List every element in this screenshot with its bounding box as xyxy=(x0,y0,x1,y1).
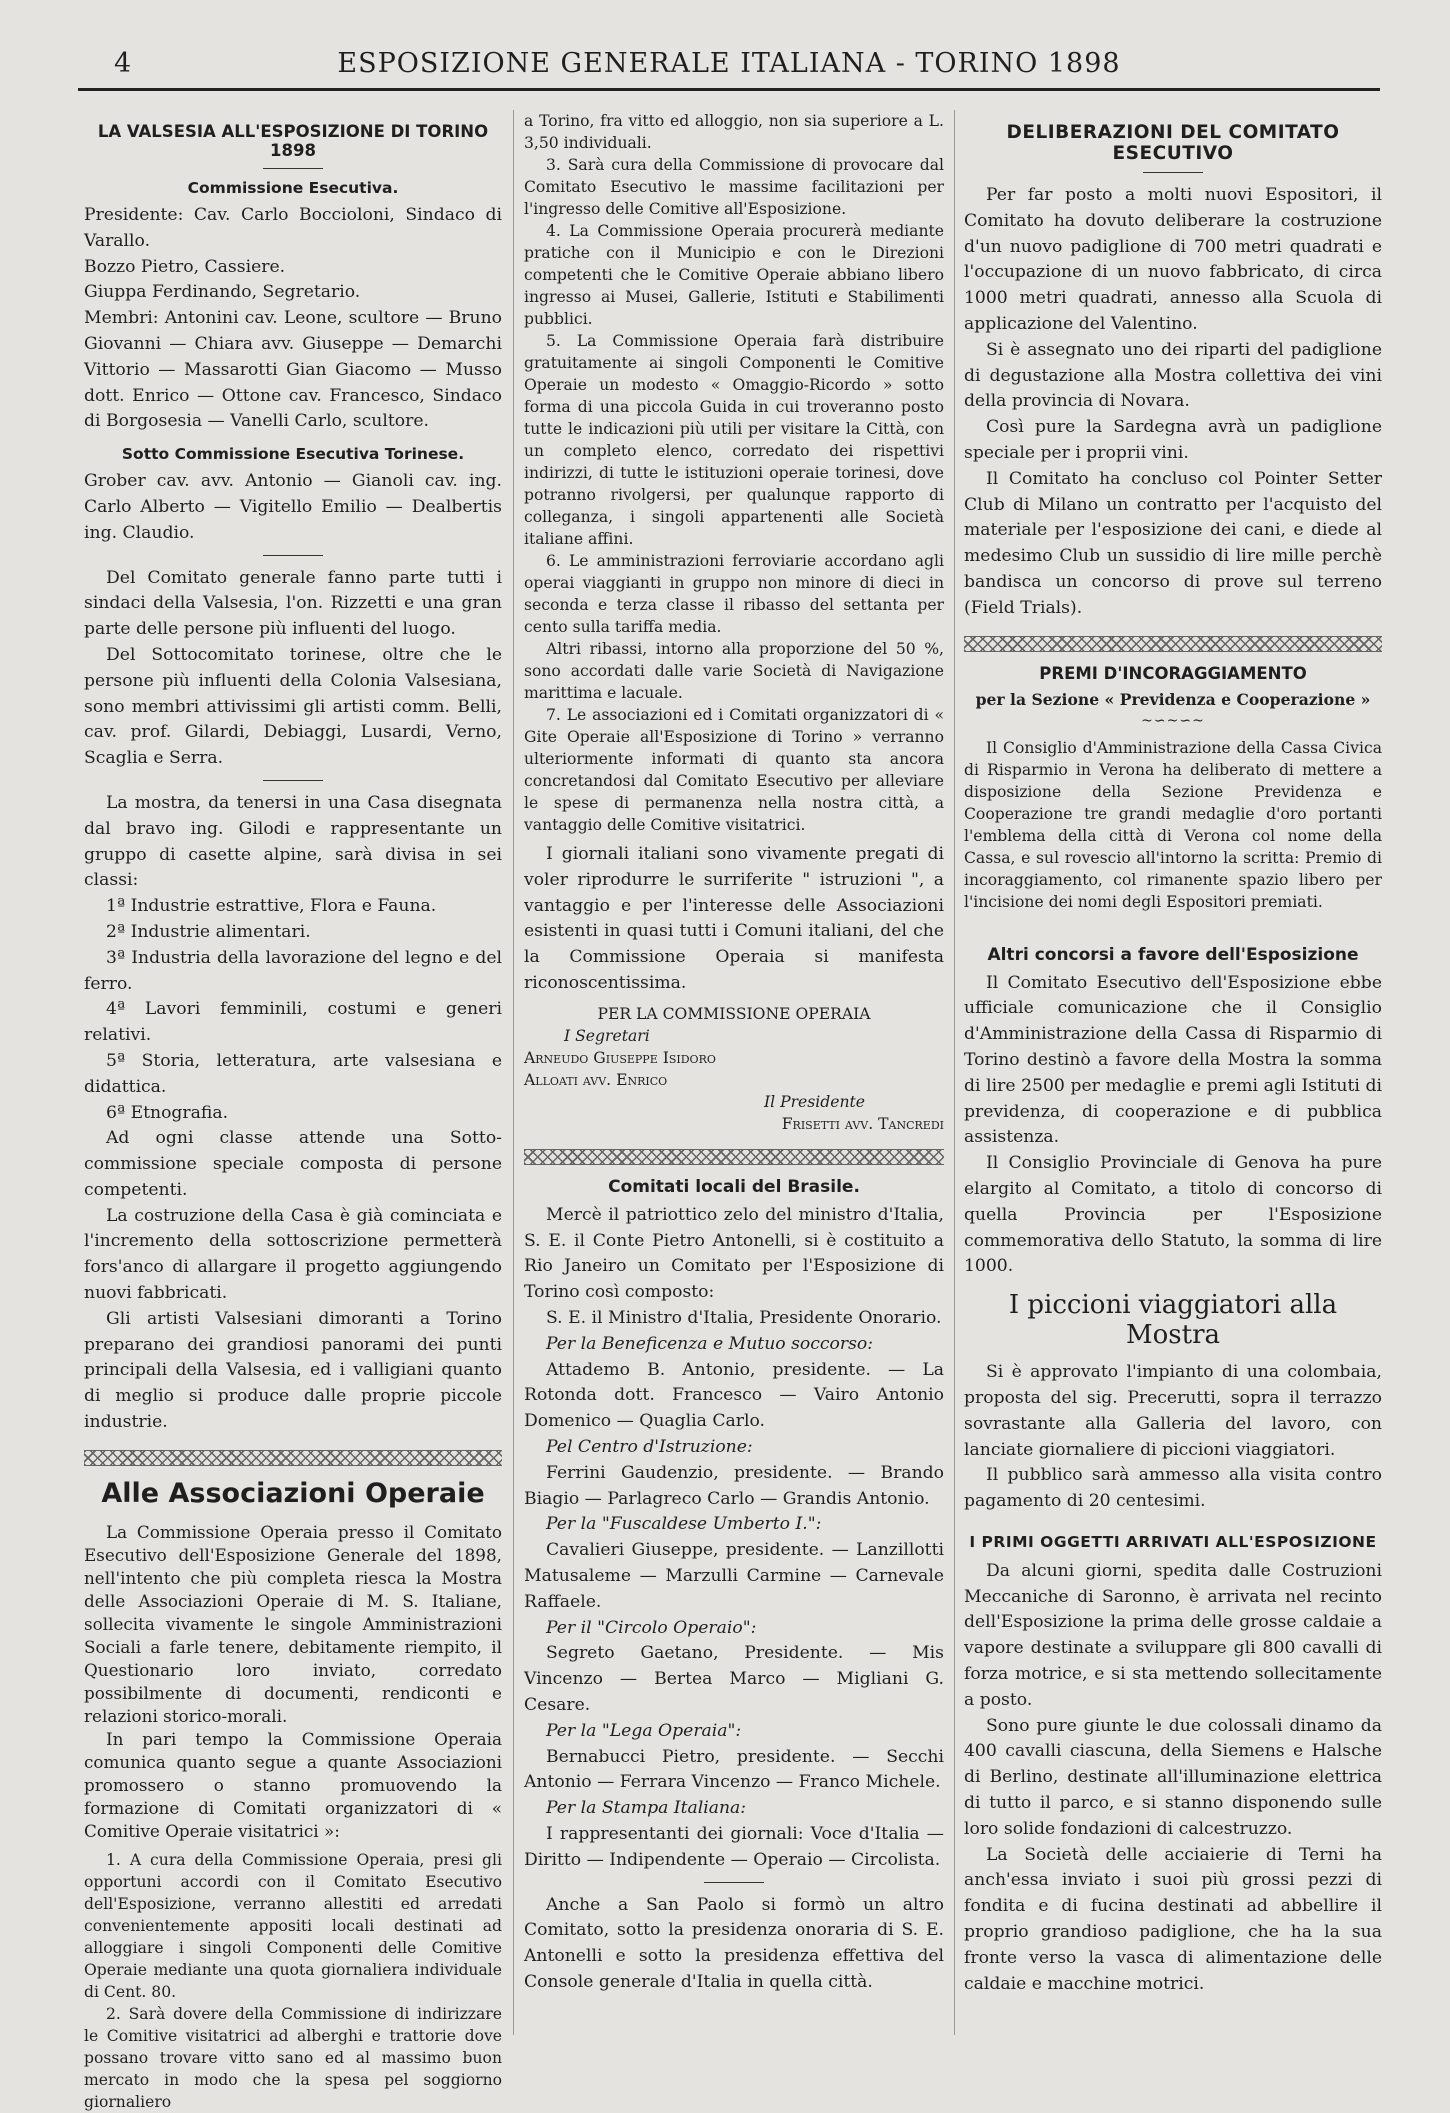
ornamental-divider xyxy=(84,1450,502,1466)
column-2 xyxy=(524,110,944,2040)
paragraph: 5. La Commissione Operaia farà distribuire gratuitamente ai singoli Componenti le Comitive Operaie un modesto « Omaggio-Ricordo » sotto forma di una piccola Guida in cui troveranno posto tutte le indicazioni più utili per visitare la Città, con un completo elenco, corredato dei rispettivi indirizzi, di tutte le istituzioni operaie torinesi, dove potranno rivolgersi, per qualunque rapporto di colleganza, i singoli appartenenti alle Società italiane affini. xyxy=(524,332,944,548)
paragraph: Il pubblico sarà ammesso alla visita contro pagamento di 20 centesimi. xyxy=(964,1465,1382,1512)
class-item: 5ª Storia, letteratura, arte valsesiana e didattica. xyxy=(84,1050,502,1097)
paragraph: Bozzo Pietro, Cassiere. xyxy=(84,256,286,277)
paragraph: La Commissione Operaia presso il Comitato Esecutivo dell'Esposizione Generale del 1898, nell'intento che più completa riesca la Mostra delle Associazioni Operaie di M. S. Italiane, sollecita vivamente le singole Amministrazioni Sociali a farle tenere, debitamente riempito, il Questionario loro inviato, corredato possibilmente di documenti, rendiconti e relazioni storico-morali. xyxy=(84,1521,502,1726)
page-number: 4 xyxy=(114,48,132,79)
paragraph: 6. Le amministrazioni ferroviarie accordano agli operai viaggianti in gruppo non minore di dieci in seconda e terza classe il ribasso del settanta per cento sulla tariffa media. xyxy=(524,552,944,636)
paragraph: Il Consiglio Provinciale di Genova ha pure elargito al Comitato, a titolo di concorso di quella Provincia per l'Esposizione commemorativa dello Statuto, la somma di lire 1000. xyxy=(964,1153,1382,1277)
paragraph: Da alcuni giorni, spedita dalle Costruzioni Meccaniche di Saronno, è arrivata nel recinto dell'Esposizione la prima delle grosse caldaie a vapore destinate a sviluppare gli 800 cavalli di forza motrice, e si sta mettendo sollecitamente a posto. xyxy=(964,1560,1382,1710)
paragraph: Gli artisti Valsesiani dimoranti a Torino preparano dei grandiosi panorami dei punti principali della Valsesia, ed i valligiani quanto di meglio si produce dalle proprie piccole industrie. xyxy=(84,1308,502,1433)
subheading: Sotto Commissione Esecutiva Torinese. xyxy=(121,445,465,464)
paragraph: 7. Le associazioni ed i Comitati organizzatori di « Gite Operaie all'Esposizione di Torino » verranno ulteriormente informati di quanto sta ancora concretandosi dal Comitato Esecutivo per alleviare le spese di permanenza nella nostra città, a vantaggio delle Comitive visitatrici. xyxy=(524,706,944,834)
subheading: Commissione Esecutiva. xyxy=(187,179,399,197)
article-title-piccioni: I piccioni viaggiatori alla Mostra xyxy=(1008,1290,1338,1351)
paragraph: Attademo B. Antonio, presidente. — La Rotonda dott. Francesco — Vairo Antonio Domenico — Quaglia Carlo. xyxy=(524,1359,944,1432)
page-header xyxy=(78,38,1380,91)
ornamental-divider xyxy=(964,636,1382,652)
class-item: 1ª Industrie estrattive, Flora e Fauna. xyxy=(106,896,437,917)
committee-heading: Per la "Lega Operaia": xyxy=(546,1720,742,1741)
paragraph: 4. La Commissione Operaia procurerà mediante pratiche con il Municipio e con le Direzioni competenti che le Comitive Operaie abbiano libero ingresso ai Musei, Gallerie, Istituti e Stabilimenti pubblici. xyxy=(524,222,944,328)
signature-heading: PER LA COMMISSIONE OPERAIA xyxy=(597,1004,871,1023)
committee-heading: Pel Centro d'Istruzione: xyxy=(546,1436,753,1457)
class-item: 2ª Industrie alimentari. xyxy=(106,921,311,942)
paragraph: Si è assegnato uno dei riparti del padiglione di degustazione alla Mostra collettiva dei vini della provincia di Novara. xyxy=(964,339,1382,412)
ornament-icon: ~∽~∽~ xyxy=(1141,712,1205,729)
article-title-premi: PREMI D'INCORAGGIAMENTO xyxy=(1039,663,1307,683)
paragraph: 3. Sarà cura della Commissione di provocare dal Comitato Esecutivo le massime facilitazioni per l'ingresso delle Comitive all'Esposizione. xyxy=(524,156,944,218)
signature-name: Alloati avv. Enrico xyxy=(524,1070,668,1089)
signature-role: I Segretari xyxy=(564,1026,650,1045)
paragraph: 2. Sarà dovere della Commissione di indirizzare le Comitive visitatrici ad alberghi e trattorie dove possano trovare vitto sano ed al massimo buon mercato in modo che la spesa pel soggiorno giornaliero xyxy=(84,2004,502,2111)
paragraph: Membri: Antonini cav. Leone, scultore — Bruno Giovanni — Chiara avv. Giuseppe — Demarchi Vittorio — Massarotti Gian Giacomo — Musso dott. Enrico — Ottone cav. Francesco, Sindaco di Borgosesia — Vanelli Carlo, scultore. xyxy=(84,308,502,432)
paragraph: a Torino, fra vitto ed alloggio, non sia superiore a L. 3,50 individuali. xyxy=(524,112,944,152)
paragraph: Il Comitato ha concluso col Pointer Setter Club di Milano un contratto per l'acquisto del materiale per l'esposizione dei cani, e diede al medesimo Club un sussidio di lire mille perchè bandisca un concorso di prove sul terreno (Field Trials). xyxy=(964,468,1382,618)
class-item: 6ª Etnografia. xyxy=(106,1102,229,1123)
divider xyxy=(704,1882,764,1883)
paragraph: Mercè il patriottico zelo del ministro d'Italia, S. E. il Conte Pietro Antonelli, si è costituito a Rio Janeiro un Comitato per l'Esposizione di Torino così composto: xyxy=(524,1204,944,1303)
paragraph: Così pure la Sardegna avrà un padiglione speciale per i proprii vini. xyxy=(964,417,1382,463)
paragraph: La mostra, da tenersi in una Casa disegnata dal bravo ing. Gilodi e rappresentante un gruppo di casette alpine, sarà divisa in sei classi: xyxy=(84,792,502,891)
article-title-concorsi: Altri concorsi a favore dell'Esposizione xyxy=(987,944,1359,965)
paragraph: Presidente: Cav. Carlo Boccioloni, Sindaco di Varallo. xyxy=(84,205,502,251)
paragraph: I rappresentanti dei giornali: Voce d'Italia — Diritto — Indipendente — Operaio — Circolista. xyxy=(524,1823,944,1870)
paragraph: Ad ogni classe attende una Sotto-commissione speciale composta di persone competenti. xyxy=(84,1128,502,1200)
paragraph: Ferrini Gaudenzio, presidente. — Brando Biagio — Parlagreco Carlo — Grandis Antonio. xyxy=(524,1462,944,1509)
paragraph: Segreto Gaetano, Presidente. — Mis Vincenzo — Bertea Marco — Migliani G. Cesare. xyxy=(524,1643,944,1715)
divider xyxy=(263,168,323,169)
paragraph: Del Comitato generale fanno parte tutti i sindaci della Valsesia, l'on. Rizzetti e una gran parte delle persone più influenti del luogo. xyxy=(84,567,502,640)
paragraph: Si è approvato l'impianto di una colombaia, proposta del sig. Precerutti, sopra il terrazzo sovrastante alla Galleria del lavoro, con lanciate giornaliere di piccioni viaggiatori. xyxy=(964,1362,1382,1460)
divider xyxy=(263,780,323,781)
committee-heading: Per il "Circolo Operaio": xyxy=(546,1617,757,1638)
paragraph: Grober cav. avv. Antonio — Gianoli cav. ing. Carlo Alberto — Vigitello Emilio — Dealbertis ing. Claudio. xyxy=(84,471,502,543)
paragraph: 1. A cura della Commissione Operaia, presi gli opportuni accordi con il Comitato Esecutivo dell'Esposizione, verranno allestiti ed arredati convenientemente appositi locali destinati ad alloggiare i singoli Componenti delle Comitive Operaie mediante una quota giornaliera individuale di Cent. 80. xyxy=(84,1850,502,2001)
subheading: per la Sezione « Previdenza e Cooperazione » xyxy=(975,689,1371,709)
running-title: ESPOSIZIONE GENERALE ITALIANA - TORINO 1898 xyxy=(337,48,1121,79)
committee-heading: Per la Beneficenza e Mutuo soccorso: xyxy=(546,1333,874,1354)
divider xyxy=(263,555,323,556)
article-title-primi-oggetti: I PRIMI OGGETTI ARRIVATI ALL'ESPOSIZIONE xyxy=(969,1532,1377,1551)
paragraph: La costruzione della Casa è già cominciata e l'incremento della sottoscrizione permetterà fors'anco di allargare il progetto aggiungendo nuovi fabbricati. xyxy=(84,1205,502,1304)
paragraph: Bernabucci Pietro, presidente. — Secchi Antonio — Ferrara Vincenzo — Franco Michele. xyxy=(524,1746,944,1793)
paragraph: Cavalieri Giuseppe, presidente. — Lanzillotti Matusaleme — Marzulli Carmine — Carnevale Raffaele. xyxy=(524,1540,944,1612)
signature-name: Arneudo Giuseppe Isidoro xyxy=(524,1048,716,1067)
column-divider xyxy=(513,110,514,2035)
paragraph: S. E. il Ministro d'Italia, Presidente Onorario. xyxy=(546,1307,942,1328)
paragraph: In pari tempo la Commissione Operaia comunica quanto segue a quante Associazioni promossero o stanno promuovendo la formazione di Comitati organizzatori di « Comitive Operaie visitatrici »: xyxy=(84,1728,502,1841)
paragraph: Sono pure giunte le due colossali dinamo da 400 cavalli ciascuna, della Siemens e Halsche di Berlino, destinate all'illuminazione elettrica di tutto il parco, e si stanno disponendo sulle loro solide fondazioni di calcestruzzo. xyxy=(964,1715,1382,1839)
article-title-brasile: Comitati locali del Brasile. xyxy=(608,1176,860,1197)
signature-role: Il Presidente xyxy=(764,1092,866,1111)
paragraph: Altri ribassi, intorno alla proporzione del 50 %, sono accordati dalle varie Società di Navigazione marittima e lacuale. xyxy=(524,640,944,702)
article-title-deliberazioni: DELIBERAZIONI DEL COMITATO ESECUTIVO xyxy=(1006,122,1340,164)
divider xyxy=(1143,172,1203,173)
paragraph: Per far posto a molti nuovi Espositori, il Comitato ha dovuto deliberare la costruzione d'un nuovo padiglione di 700 metri quadrati e l'occupazione di un nuovo fabbricato, di circa 1000 metri quadrati, annesso alla Scuola di applicazione del Valentino. xyxy=(964,185,1382,334)
class-item: 4ª Lavori femminili, costumi e generi relativi. xyxy=(84,999,502,1046)
signature-name: Frisetti avv. Tancredi xyxy=(781,1114,944,1133)
article-title-valsesia: LA VALSESIA ALL'ESPOSIZIONE DI TORINO 1898 xyxy=(97,122,489,160)
paragraph: Il Consiglio d'Amministrazione della Cassa Civica di Risparmio in Verona ha deliberato di mettere a disposizione della Sezione Previdenza e Cooperazione tre grandi medaglie d'oro portanti l'emblema della città di Verona col nome della Cassa, e sul rovescio all'intorno la scritta: Premio di incoraggiamento, col rimanente spazio libero per l'incisione dei nomi degli Espositori premiati. xyxy=(964,738,1382,911)
committee-heading: Per la Stampa Italiana: xyxy=(546,1798,747,1819)
paragraph: La Società delle acciaierie di Terni ha anch'essa inviato i suoi più grossi pezzi di fondita e di fucina destinati ad abbellire il proprio grandioso padiglione, che ha la sua fronte verso la vasca di alimentazione delle caldaie e macchine motrici. xyxy=(964,1844,1382,1994)
paragraph: Anche a San Paolo si formò un altro Comitato, sotto la presidenza onoraria di S. E. Antonelli e sotto la presidenza effettiva del Console generale d'Italia in quella città. xyxy=(524,1894,944,1992)
column-3 xyxy=(964,110,1382,2040)
paragraph: Giuppa Ferdinando, Segretario. xyxy=(84,282,361,303)
paragraph: I giornali italiani sono vivamente pregati di voler riprodurre le surriferite " istruzioni ", a vantaggio e per l'interesse delle Associazioni esistenti in quasi tutti i Comuni italiani, del che la Commissione Operaia si manifesta riconoscentissima. xyxy=(524,844,944,993)
column-1 xyxy=(84,110,502,2111)
committee-heading: Per la "Fuscaldese Umberto I.": xyxy=(546,1514,822,1535)
column-divider xyxy=(954,110,955,2035)
class-item: 3ª Industria della lavorazione del legno e del ferro. xyxy=(84,947,502,994)
ornamental-divider xyxy=(524,1149,944,1165)
paragraph: Il Comitato Esecutivo dell'Esposizione ebbe ufficiale comunicazione che il Consiglio d'Amministrazione della Cassa di Risparmio di Torino destinò a favore della Mostra la somma di lire 2500 per medaglie e premi agli Istituti di previdenza, di cooperazione e di pubblica assistenza. xyxy=(964,972,1382,1148)
article-title-associazioni: Alle Associazioni Operaie xyxy=(101,1477,485,1509)
paragraph: Del Sottocomitato torinese, oltre che le persone più influenti della Colonia Valsesiana, sono membri attivissimi gli artisti comm. Belli, cav. prof. Gilardi, Debiaggi, Lusardi, Verno, Scaglia e Serra. xyxy=(84,644,502,769)
